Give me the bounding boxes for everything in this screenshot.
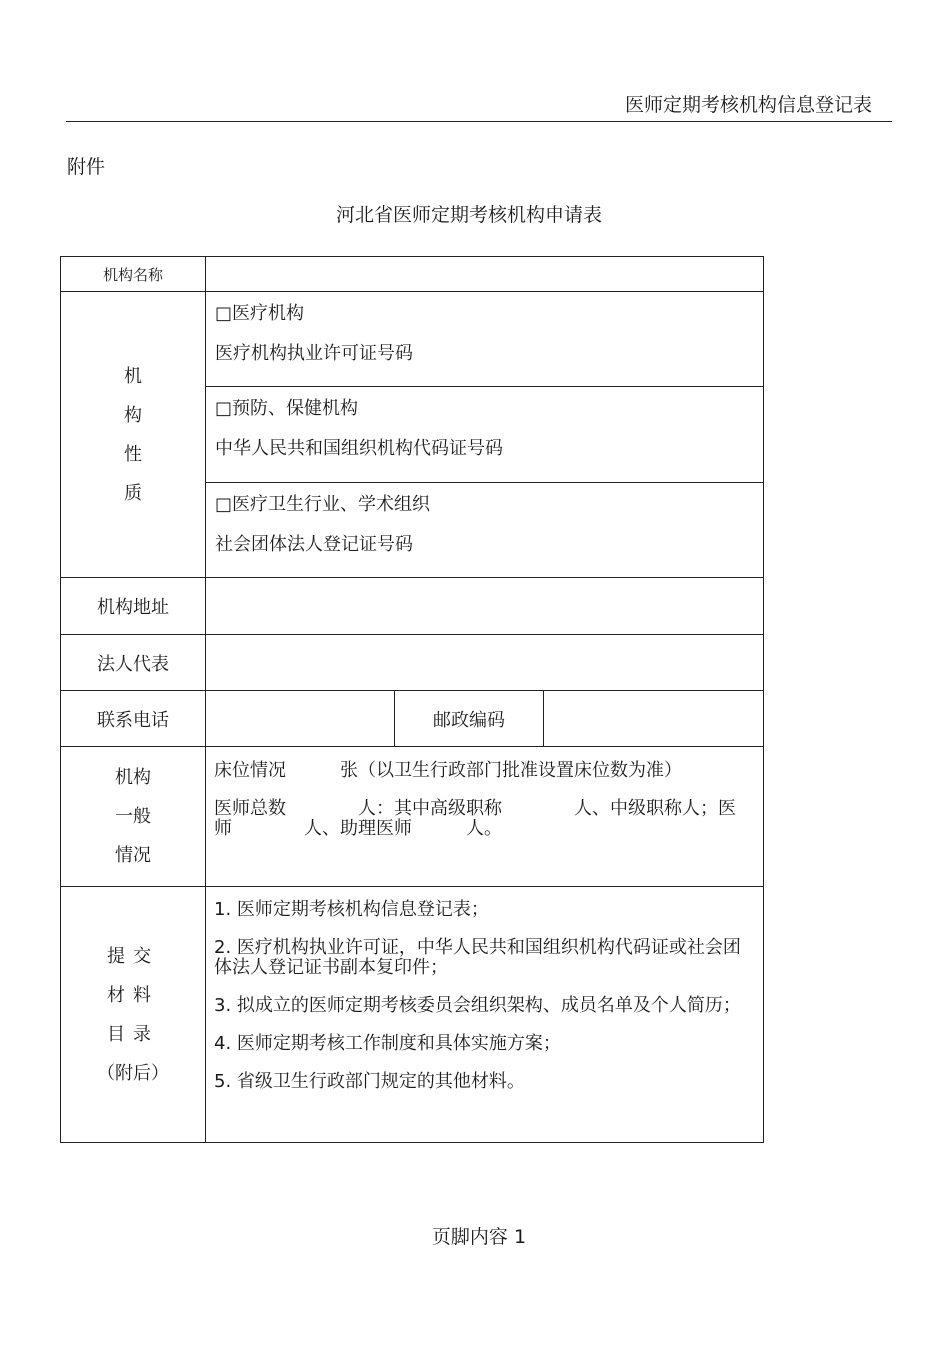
general-info-label-line: 机构: [115, 767, 151, 788]
attachment-label: 附件: [67, 156, 106, 178]
materials-list: [206, 887, 764, 1143]
page-header-title: 医师定期考核机构信息登记表: [624, 94, 872, 116]
page-footer: [0, 1222, 950, 1249]
nature-option-label[interactable]: □医疗卫生行业、学术组织: [215, 494, 431, 515]
materials-label-line: （附后）: [97, 1062, 169, 1084]
materials-label-line: 提交: [107, 945, 159, 967]
nature-cert-label: 中华人民共和国组织机构代码证号码: [215, 438, 503, 459]
postcode-field[interactable]: [544, 691, 764, 747]
org-nature-label-char: 性: [124, 443, 142, 465]
org-nature-label: [61, 292, 206, 578]
doctors-text: 医师总数 人：其中高级职称 人、中级职称人；医师 人、助理医师 人。: [214, 798, 736, 839]
materials-label-line: 材料: [107, 984, 159, 1006]
material-item: 5. 省级卫生行政部门规定的其他材料。: [214, 1071, 525, 1092]
nature-cert-label: 社会团体法人登记证号码: [215, 534, 413, 555]
org-address-label: 机构地址: [61, 578, 206, 635]
org-name-label: 机构名称: [61, 257, 206, 292]
nature-option-label[interactable]: □预防、保健机构: [215, 398, 359, 419]
legal-rep-label: 法人代表: [61, 635, 206, 691]
nature-option-prevention[interactable]: [206, 387, 764, 483]
org-nature-label-char: 构: [124, 404, 142, 426]
org-name-field[interactable]: [206, 257, 764, 292]
legal-rep-field[interactable]: [206, 635, 764, 691]
form-title: [0, 200, 950, 227]
material-item: 3. 拟成立的医师定期考核委员会组织架构、成员名单及个人简历；: [214, 995, 741, 1016]
material-item: 1. 医师定期考核机构信息登记表；: [214, 899, 489, 920]
nature-option-medical[interactable]: [206, 292, 764, 387]
general-info-label-line: 情况: [115, 845, 151, 866]
general-info-label: [61, 747, 206, 887]
form-title-text: 河北省医师定期考核机构申请表: [335, 204, 602, 226]
postcode-label: 邮政编码: [395, 691, 544, 747]
beds-text: 床位情况 张（以卫生行政部门批准设置床位数为准）: [214, 760, 682, 781]
phone-label: 联系电话: [61, 691, 206, 747]
general-info-field[interactable]: [206, 747, 764, 887]
page-footer-text: 页脚内容 1: [431, 1226, 527, 1248]
materials-label: [61, 887, 206, 1143]
org-nature-label-char: 质: [124, 482, 142, 504]
application-form-table: [60, 256, 764, 1143]
phone-field[interactable]: [206, 691, 395, 747]
header-rule: [66, 121, 892, 122]
materials-label-line: 目录: [107, 1023, 159, 1045]
org-nature-label-char: 机: [124, 365, 142, 387]
nature-option-association[interactable]: [206, 483, 764, 578]
nature-cert-label: 医疗机构执业许可证号码: [215, 343, 413, 364]
material-item: 4. 医师定期考核工作制度和具体实施方案；: [214, 1033, 561, 1054]
general-info-label-line: 一般: [115, 806, 151, 827]
nature-option-label[interactable]: □医疗机构: [215, 303, 305, 324]
org-address-field[interactable]: [206, 578, 764, 635]
material-item: 2. 医疗机构执业许可证，中华人民共和国组织机构代码证或社会团体法人登记证书副本复印件；: [214, 937, 741, 978]
